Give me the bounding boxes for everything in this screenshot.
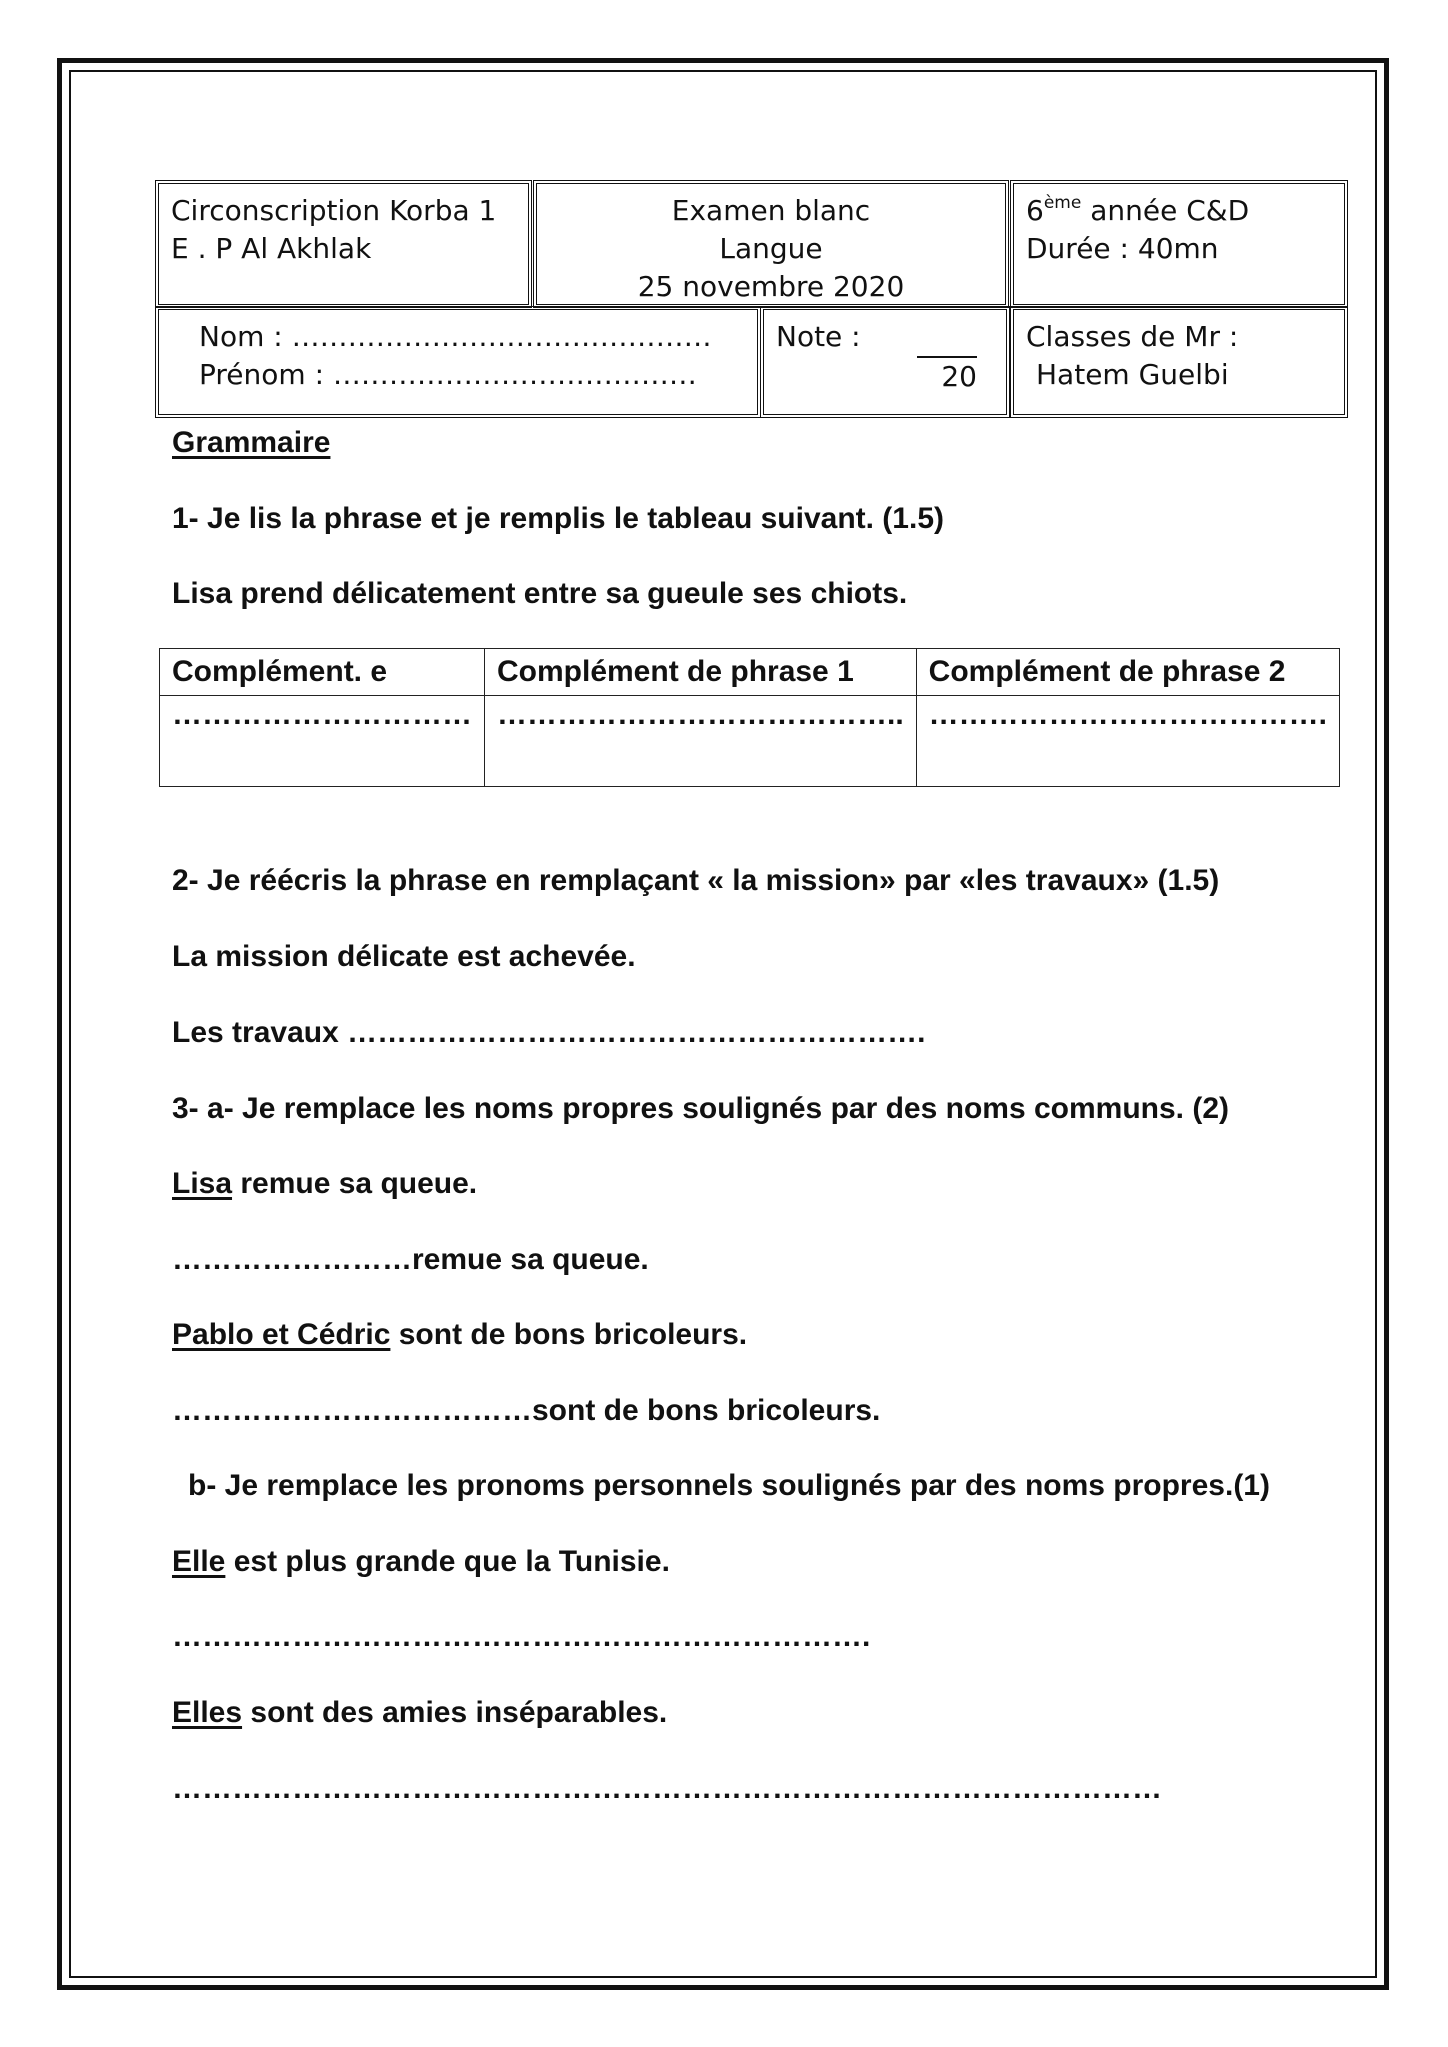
teacher-name: Hatem Guelbi: [1036, 358, 1229, 391]
column-header: Complément de phrase 1: [485, 649, 917, 696]
header-class-info: [1010, 180, 1348, 308]
q3a-answer-2[interactable]: ………………………………sont de bons bricoleurs.: [172, 1394, 881, 1427]
q3b-answer-1[interactable]: …………………………………………………………….: [172, 1620, 871, 1653]
note-box: [760, 306, 1010, 418]
q3b-sentence-1: [172, 1543, 670, 1581]
name-field[interactable]: Nom : ………………………………………: [199, 320, 712, 353]
student-identity-box: [155, 306, 761, 418]
q3b-answer-2[interactable]: ………………………………………………………………………………………: [172, 1772, 1162, 1805]
sentence-rest: sont des amies inséparables.: [242, 1696, 668, 1729]
district-name: Circonscription Korba 1: [171, 194, 497, 227]
q3a-answer-1[interactable]: ……………………remue sa queue.: [172, 1243, 649, 1276]
exam-title: Examen blanc: [671, 194, 871, 227]
column-header: Complément. e: [160, 649, 485, 696]
note-label: Note :: [776, 320, 861, 353]
q2-sentence: La mission délicate est achevée.: [172, 940, 636, 973]
header-exam-info: [533, 180, 1009, 308]
q3b-sentence-2: [172, 1694, 667, 1732]
note-total: 20: [941, 360, 977, 393]
q3a-sentence-1: [172, 1165, 477, 1203]
grade-level: [1026, 192, 1332, 230]
grade-class: année C&D: [1081, 194, 1250, 227]
answer-cell[interactable]: ………………………………….: [916, 696, 1339, 787]
teacher-label: Classes de Mr :: [1026, 320, 1239, 353]
complement-table: [159, 648, 1340, 787]
q3b-instruction: b- Je remplace les pronoms personnels soulignés par des noms propres.(1): [188, 1469, 1270, 1502]
underlined-word: Elles: [172, 1696, 243, 1729]
column-header: Complément de phrase 2: [916, 649, 1339, 696]
q3a-sentence-2: [172, 1316, 747, 1354]
underlined-word: Lisa: [172, 1167, 233, 1200]
header-school-info: [155, 180, 532, 308]
sentence-rest: est plus grande que la Tunisie.: [225, 1545, 670, 1578]
answer-cell[interactable]: …………………………………..: [485, 696, 917, 787]
section-title: Grammaire: [172, 426, 331, 459]
exam-date: 25 novembre 2020: [637, 270, 905, 303]
note-fraction-bar: [917, 356, 977, 358]
note-denominator: [909, 356, 977, 396]
grade-number: 6: [1026, 194, 1044, 227]
q2-answer-line[interactable]: Les travaux ………………………………………………….: [172, 1016, 926, 1049]
teacher-box: [1010, 306, 1348, 418]
sentence-rest: sont de bons bricoleurs.: [390, 1318, 748, 1351]
underlined-word: Elle: [172, 1545, 226, 1578]
answer-cell[interactable]: …………………………: [160, 696, 485, 787]
q2-instruction: 2- Je réécris la phrase en remplaçant « la mission» par «les travaux» (1.5): [172, 864, 1220, 897]
grade-superscript: ème: [1043, 193, 1082, 213]
q1-sentence: Lisa prend délicatement entre sa gueule ses chiots.: [172, 577, 908, 610]
school-name: E . P Al Akhlak: [171, 232, 372, 265]
table-row: [160, 696, 1340, 787]
sentence-rest: remue sa queue.: [232, 1167, 478, 1200]
firstname-field[interactable]: Prénom : …………………………………: [199, 358, 697, 391]
underlined-word: Pablo et Cédric: [172, 1318, 391, 1351]
q3a-instruction: 3- a- Je remplace les noms propres soulignés par des noms communs. (2): [172, 1092, 1230, 1125]
exam-subject: Langue: [719, 232, 823, 265]
exam-duration: Durée : 40mn: [1026, 232, 1219, 265]
q1-instruction: 1- Je lis la phrase et je remplis le tableau suivant. (1.5): [172, 502, 944, 535]
table-header-row: [160, 649, 1340, 696]
